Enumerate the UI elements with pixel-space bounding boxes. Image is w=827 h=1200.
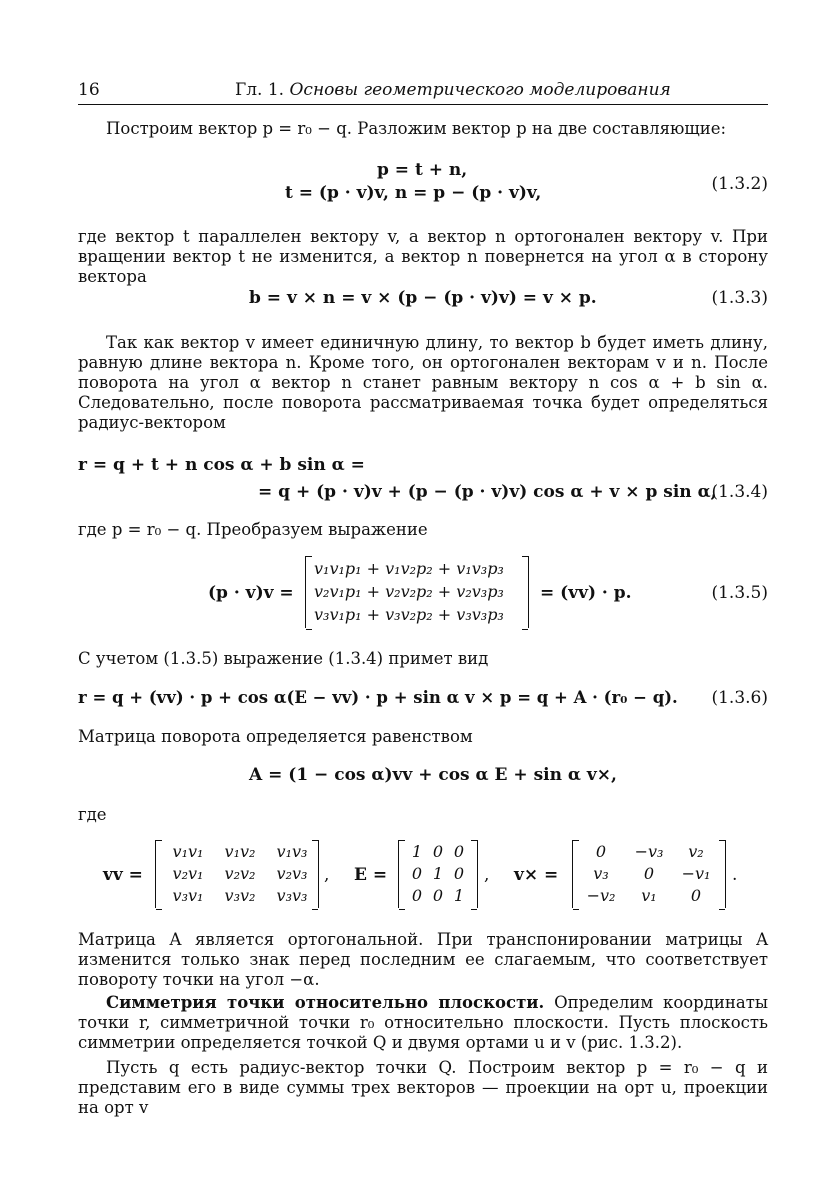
matrix-row — [407, 886, 469, 908]
matrix-cell: −v₁ — [681, 864, 711, 883]
matrix-cell: v₂v₂ — [224, 864, 256, 883]
matrix-cell: 0 — [643, 864, 655, 883]
chapter-title — [235, 80, 671, 100]
matrix-vx — [572, 840, 726, 908]
page-number: 16 — [78, 80, 100, 100]
equation-number-1-3-6: (1.3.6) — [711, 688, 768, 708]
paragraph-9 — [78, 993, 768, 1053]
equation-number-1-3-2: (1.3.2) — [711, 174, 768, 194]
matrix-cell: v₃v₂ — [224, 886, 256, 905]
chapter-name: Основы геометрического моделирования — [289, 80, 671, 100]
equation-1-3-2-line-1: p = t + n, — [377, 160, 468, 180]
matrix-cell: v₁v₃ — [276, 842, 308, 861]
matrix-cell: 0 — [432, 842, 444, 861]
matrix-cell: v₁ — [641, 886, 657, 905]
paragraph-10: Пусть q есть радиус-вектор точки Q. Построим вектор p = r₀ − q и представим его в виде суммы трех векторов — проекции на орт u, проекции на орт v — [78, 1058, 768, 1117]
equation-1-3-5-right: = (vv) · p. — [540, 583, 632, 603]
E-label: E = — [354, 865, 388, 885]
paragraph-4: где p = r₀ − q. Преобразуем выражение — [78, 520, 428, 539]
equation-number-1-3-5: (1.3.5) — [711, 583, 768, 603]
running-header — [78, 80, 768, 105]
vx-label: v× = — [514, 865, 559, 885]
matrix-cell: 0 — [690, 886, 702, 905]
paragraph-5: С учетом (1.3.5) выражение (1.3.4) примет вид — [78, 649, 489, 668]
paragraph-1: Построим вектор p = r₀ − q. Разложим вектор p на две составляющие: — [106, 119, 727, 138]
matrix-cell: v₂ — [688, 842, 704, 861]
matrix-row: v₁v₁p₁ + v₁v₂p₂ + v₁v₃p₃ — [314, 559, 504, 578]
vv-label: vv = — [103, 865, 143, 885]
matrix-cell: v₃v₃ — [276, 886, 308, 905]
matrix-cell: v₃v₁ — [172, 886, 204, 905]
matrix-row: v₃v₁p₁ + v₃v₂p₂ + v₃v₃p₃ — [314, 605, 504, 624]
equation-1-3-5-left: (p · v)v = — [208, 583, 294, 603]
matrix-row — [164, 864, 310, 886]
equation-1-3-3: b = v × n = v × (p − (p · v)v) = v × p. — [249, 288, 597, 308]
equation-rotation-matrix: A = (1 − cos α)vv + cos α E + sin α v×, — [249, 765, 617, 785]
matrix-row — [407, 842, 469, 864]
matrix-vv — [155, 840, 319, 908]
matrix-row — [407, 864, 469, 886]
matrix-1-3-5 — [305, 556, 529, 628]
matrix-cell: 0 — [432, 886, 444, 905]
paragraph-3: Так как вектор v имеет единичную длину, то вектор b будет иметь длину, равную длине вектора n. Кроме того, он ортогонален векторам v и n. После поворота на угол α вектор n станет равным вектору n cos α + b sin α. Следовательно, после поворота рассматриваемая точка будет определяться радиус-вектором — [78, 333, 768, 432]
chapter-label: Гл. 1. — [235, 80, 285, 100]
matrix-row — [581, 842, 717, 864]
paragraph-2: где вектор t параллелен вектору v, а вектор n ортогонален вектору v. При вращении вектор t не изменится, а вектор n повернется на угол α в сторону вектора — [78, 227, 768, 286]
section-heading: Симметрия точки относительно плоскости. — [106, 993, 545, 1012]
equation-1-3-4-line-1: r = q + t + n cos α + b sin α = — [78, 455, 365, 475]
matrix-cell: 1 — [432, 864, 444, 883]
matrix-cell: v₁v₂ — [224, 842, 256, 861]
matrix-cell: v₁v₁ — [172, 842, 204, 861]
paragraph-9-text: Определим координаты точки r, симметричной точки r₀ относительно плоскости. Пусть плоскость симметрии определяется точкой Q и двумя ортами u и v (рис. 1.3.2). — [78, 993, 769, 1052]
matrix-cell: 0 — [595, 842, 607, 861]
matrix-row: v₂v₁p₁ + v₂v₂p₂ + v₂v₃p₃ — [314, 582, 504, 601]
matrix-row — [164, 842, 310, 864]
paragraph-6: Матрица поворота определяется равенством — [78, 727, 473, 746]
matrix-cell: v₂v₁ — [172, 864, 204, 883]
matrix-row — [581, 886, 717, 908]
paragraph-8: Матрица A является ортогональной. При транспонировании матрицы A изменится только знак перед последним ее слагаемым, что соответствует повороту точки на угол −α. — [78, 930, 768, 989]
matrix-cell: 1 — [411, 842, 423, 861]
matrix-cell: −v₂ — [586, 886, 616, 905]
separator-comma: , — [484, 865, 490, 885]
matrix-cell: 1 — [453, 886, 465, 905]
paragraph-7: где — [78, 805, 107, 824]
matrix-cell: 0 — [411, 886, 423, 905]
separator-period: . — [732, 865, 738, 885]
matrix-row — [581, 864, 717, 886]
equation-1-3-2-line-2: t = (p · v)v, n = p − (p · v)v, — [285, 183, 542, 203]
matrix-cell: v₃ — [593, 864, 609, 883]
matrix-cell: 0 — [453, 842, 465, 861]
equation-number-1-3-4: (1.3.4) — [711, 482, 768, 502]
matrix-row — [164, 886, 310, 908]
equation-number-1-3-3: (1.3.3) — [711, 288, 768, 308]
equation-1-3-4-line-2: = q + (p · v)v + (p − (p · v)v) cos α + v × p sin α, — [258, 482, 717, 502]
matrix-cell: 0 — [453, 864, 465, 883]
matrix-cell: −v₃ — [634, 842, 664, 861]
equation-1-3-6: r = q + (vv) · p + cos α(E − vv) · p + sin α v × p = q + A · (r₀ − q). — [78, 688, 678, 707]
matrix-cell: v₂v₃ — [276, 864, 308, 883]
matrix-cell: 0 — [411, 864, 423, 883]
separator-comma: , — [324, 865, 330, 885]
matrix-E — [398, 840, 478, 908]
